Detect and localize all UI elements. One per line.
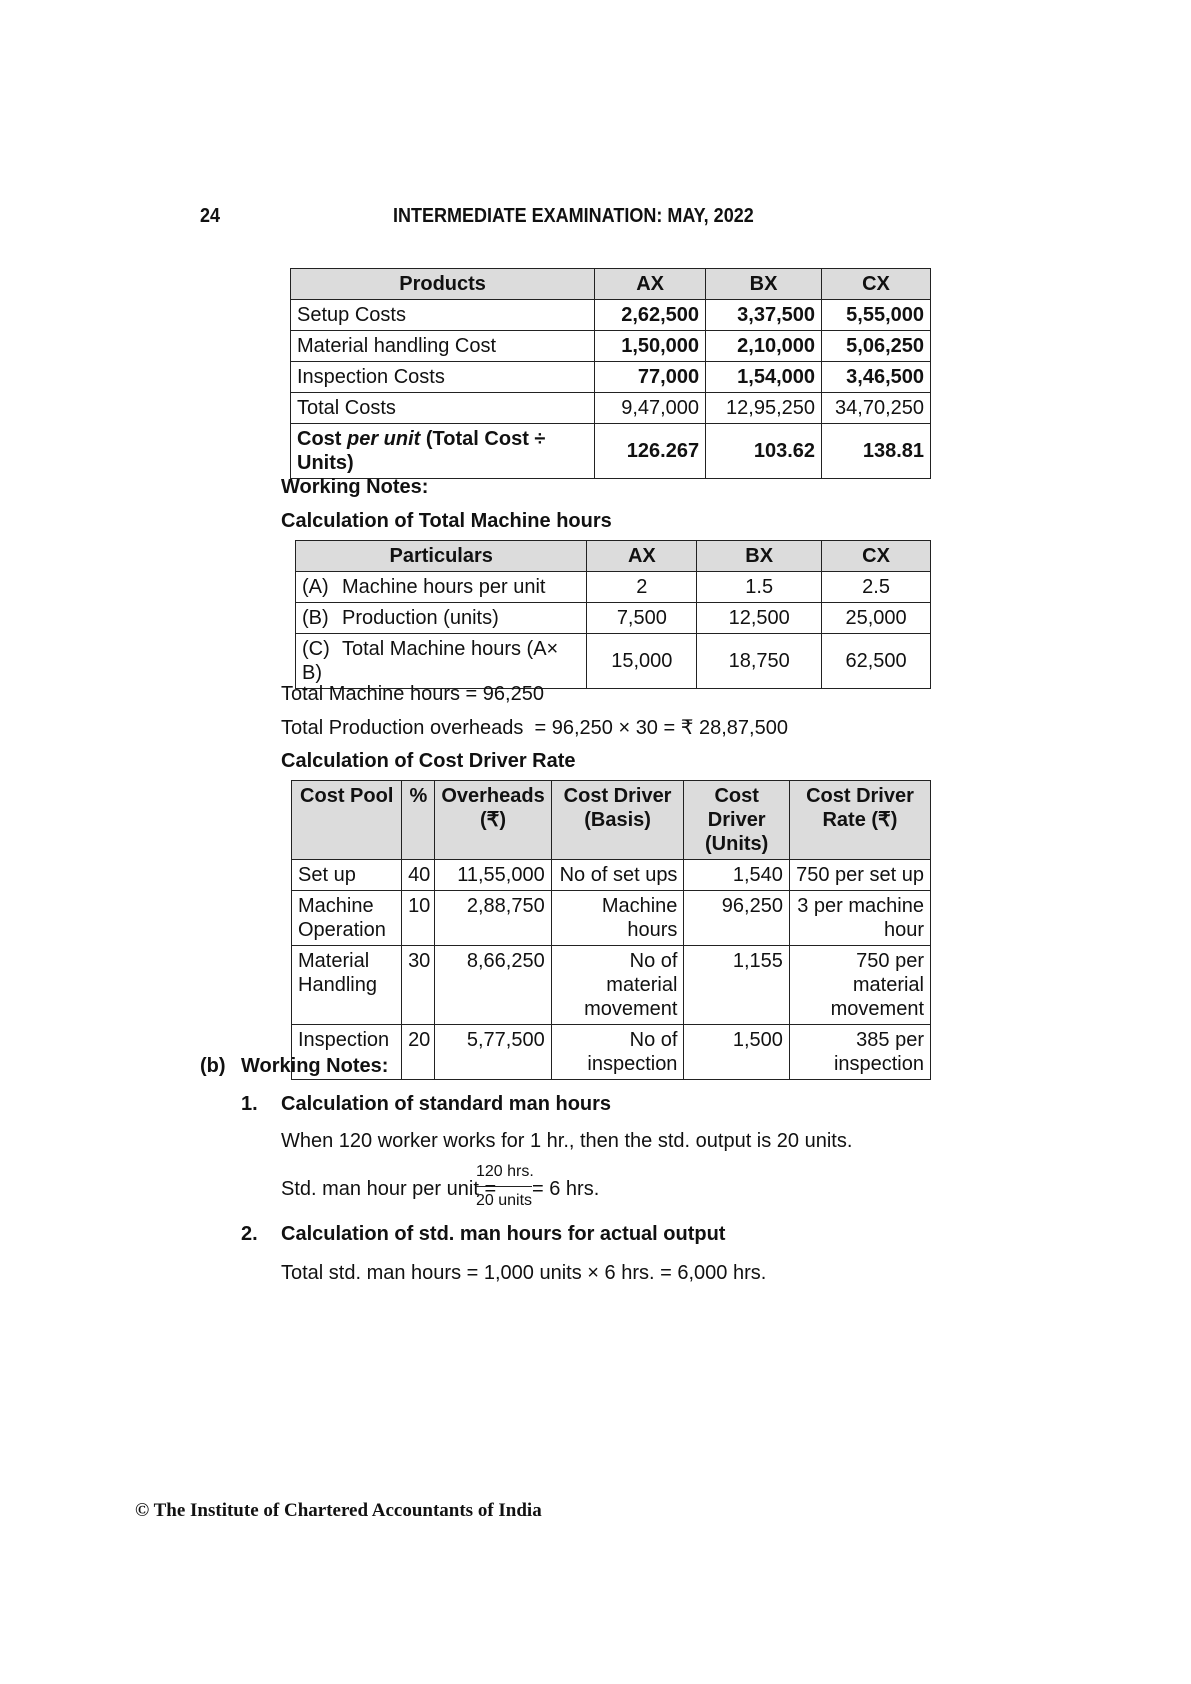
table-row <box>291 424 931 479</box>
row-label <box>296 634 587 689</box>
header-cell: Overheads (₹) <box>435 781 551 860</box>
header-cell: AX <box>587 541 697 572</box>
cell-units: 1,540 <box>684 860 790 891</box>
header-cell: CX <box>822 541 931 572</box>
cell-overheads: 11,55,000 <box>435 860 551 891</box>
working-notes-heading: Working Notes: <box>281 476 429 498</box>
cost-driver-table <box>291 780 931 1080</box>
cell-overheads: 5,77,500 <box>435 1025 551 1080</box>
page-title: INTERMEDIATE EXAMINATION: MAY, 2022 <box>393 205 754 227</box>
row-text: Production (units) <box>342 607 499 629</box>
cell-basis: No of material movement <box>551 946 684 1025</box>
table-row <box>291 331 931 362</box>
cell-basis: No of set ups <box>551 860 684 891</box>
table-row <box>296 603 931 634</box>
fraction-bar <box>476 1186 532 1187</box>
cell-overheads: 2,88,750 <box>435 891 551 946</box>
formula-numerator: 120 hrs. <box>476 1163 534 1180</box>
header-cell: Cost Driver (Units) <box>684 781 790 860</box>
cell-cx: 138.81 <box>822 424 931 479</box>
cell-ax: 15,000 <box>587 634 697 689</box>
label-part: (Total Cost ÷ Units) <box>297 428 546 474</box>
header-cell: BX <box>706 269 822 300</box>
row-label <box>296 603 587 634</box>
cell-units: 1,500 <box>684 1025 790 1080</box>
row-code: (C) <box>302 638 330 660</box>
cell-units: 1,155 <box>684 946 790 1025</box>
formula-denominator: 20 units <box>476 1192 533 1209</box>
table-row <box>291 393 931 424</box>
item1-text: When 120 worker works for 1 hr., then the std. output is 20 units. <box>281 1130 853 1152</box>
cell-pct: 10 <box>402 891 435 946</box>
cell-cx: 62,500 <box>822 634 931 689</box>
cell-pool: Inspection <box>292 1025 402 1080</box>
row-label: Total Costs <box>291 393 595 424</box>
machine-hours-heading: Calculation of Total Machine hours <box>281 510 612 532</box>
header-cell: Cost Pool <box>292 781 402 860</box>
cell-cx: 25,000 <box>822 603 931 634</box>
cell-pool: Material Handling <box>292 946 402 1025</box>
row-label: Setup Costs <box>291 300 595 331</box>
header-cell: Products <box>291 269 595 300</box>
cell-ax: 1,50,000 <box>595 331 706 362</box>
row-code: (A) <box>302 576 329 598</box>
table-header-row <box>292 781 931 860</box>
cell-rate: 750 per set up <box>789 860 930 891</box>
header-cell: AX <box>595 269 706 300</box>
cell-bx: 12,500 <box>697 603 822 634</box>
table-header-row <box>296 541 931 572</box>
header-cell: Particulars <box>296 541 587 572</box>
cell-bx: 12,95,250 <box>706 393 822 424</box>
footer-copyright: © The Institute of Chartered Accountants of India <box>135 1500 542 1521</box>
header-cell: % <box>402 781 435 860</box>
header-cell: BX <box>697 541 822 572</box>
table-row <box>296 572 931 603</box>
cell-ax: 9,47,000 <box>595 393 706 424</box>
label-italic: per unit <box>347 428 421 450</box>
row-label <box>291 424 595 479</box>
cell-cx: 34,70,250 <box>822 393 931 424</box>
row-text: Machine hours per unit <box>342 576 546 598</box>
table-header-row <box>291 269 931 300</box>
cell-pool: Machine Operation <box>292 891 402 946</box>
header-cell: CX <box>822 269 931 300</box>
cell-pct: 20 <box>402 1025 435 1080</box>
item1-heading: Calculation of standard man hours <box>281 1093 612 1115</box>
part-b-label: (b) <box>200 1055 226 1077</box>
cell-ax: 2,62,500 <box>595 300 706 331</box>
formula-suffix: = 6 hrs. <box>532 1178 600 1200</box>
cell-bx: 3,37,500 <box>706 300 822 331</box>
cell-bx: 103.62 <box>706 424 822 479</box>
cost-driver-heading: Calculation of Cost Driver Rate <box>281 750 576 772</box>
cell-rate: 385 per inspection <box>789 1025 930 1080</box>
item2-number: 2. <box>241 1223 258 1245</box>
cell-bx: 1,54,000 <box>706 362 822 393</box>
formula-prefix: Std. man hour per unit = <box>281 1178 497 1200</box>
row-label <box>296 572 587 603</box>
cell-cx: 2.5 <box>822 572 931 603</box>
label-part: Cost <box>297 428 347 450</box>
cell-pool: Set up <box>292 860 402 891</box>
cell-pct: 40 <box>402 860 435 891</box>
cell-cx: 5,06,250 <box>822 331 931 362</box>
row-label: Inspection Costs <box>291 362 595 393</box>
row-code: (B) <box>302 607 329 629</box>
part-b-heading: Working Notes: <box>241 1055 389 1077</box>
table-row <box>292 860 931 891</box>
table-row <box>291 362 931 393</box>
product-cost-table <box>290 268 931 479</box>
item1-number: 1. <box>241 1093 258 1115</box>
cell-bx: 18,750 <box>697 634 822 689</box>
cell-ax: 77,000 <box>595 362 706 393</box>
cell-ax: 7,500 <box>587 603 697 634</box>
total-production-overheads: Total Production overheads = 96,250 × 30 = ₹ 28,87,500 <box>281 717 788 739</box>
table-row <box>292 946 931 1025</box>
table-row <box>292 891 931 946</box>
cell-ax: 2 <box>587 572 697 603</box>
header-cell: Cost Driver Rate (₹) <box>789 781 930 860</box>
cell-rate: 3 per machine hour <box>789 891 930 946</box>
cell-ax: 126.267 <box>595 424 706 479</box>
total-machine-hours: Total Machine hours = 96,250 <box>281 683 544 705</box>
cell-cx: 3,46,500 <box>822 362 931 393</box>
item2-heading: Calculation of std. man hours for actual output <box>281 1223 726 1245</box>
table-row <box>291 300 931 331</box>
cell-basis: No of inspection <box>551 1025 684 1080</box>
cell-units: 96,250 <box>684 891 790 946</box>
item2-text: Total std. man hours = 1,000 units × 6 hrs. = 6,000 hrs. <box>281 1262 767 1284</box>
cell-bx: 2,10,000 <box>706 331 822 362</box>
cell-bx: 1.5 <box>697 572 822 603</box>
cell-rate: 750 per material movement <box>789 946 930 1025</box>
page-number: 24 <box>200 205 221 227</box>
table-row <box>296 634 931 689</box>
row-text: Total Machine hours (A× B) <box>302 638 559 684</box>
cell-basis: Machine hours <box>551 891 684 946</box>
cell-pct: 30 <box>402 946 435 1025</box>
row-label: Material handling Cost <box>291 331 595 362</box>
header-cell: Cost Driver (Basis) <box>551 781 684 860</box>
cell-cx: 5,55,000 <box>822 300 931 331</box>
cell-overheads: 8,66,250 <box>435 946 551 1025</box>
machine-hours-table <box>295 540 931 689</box>
